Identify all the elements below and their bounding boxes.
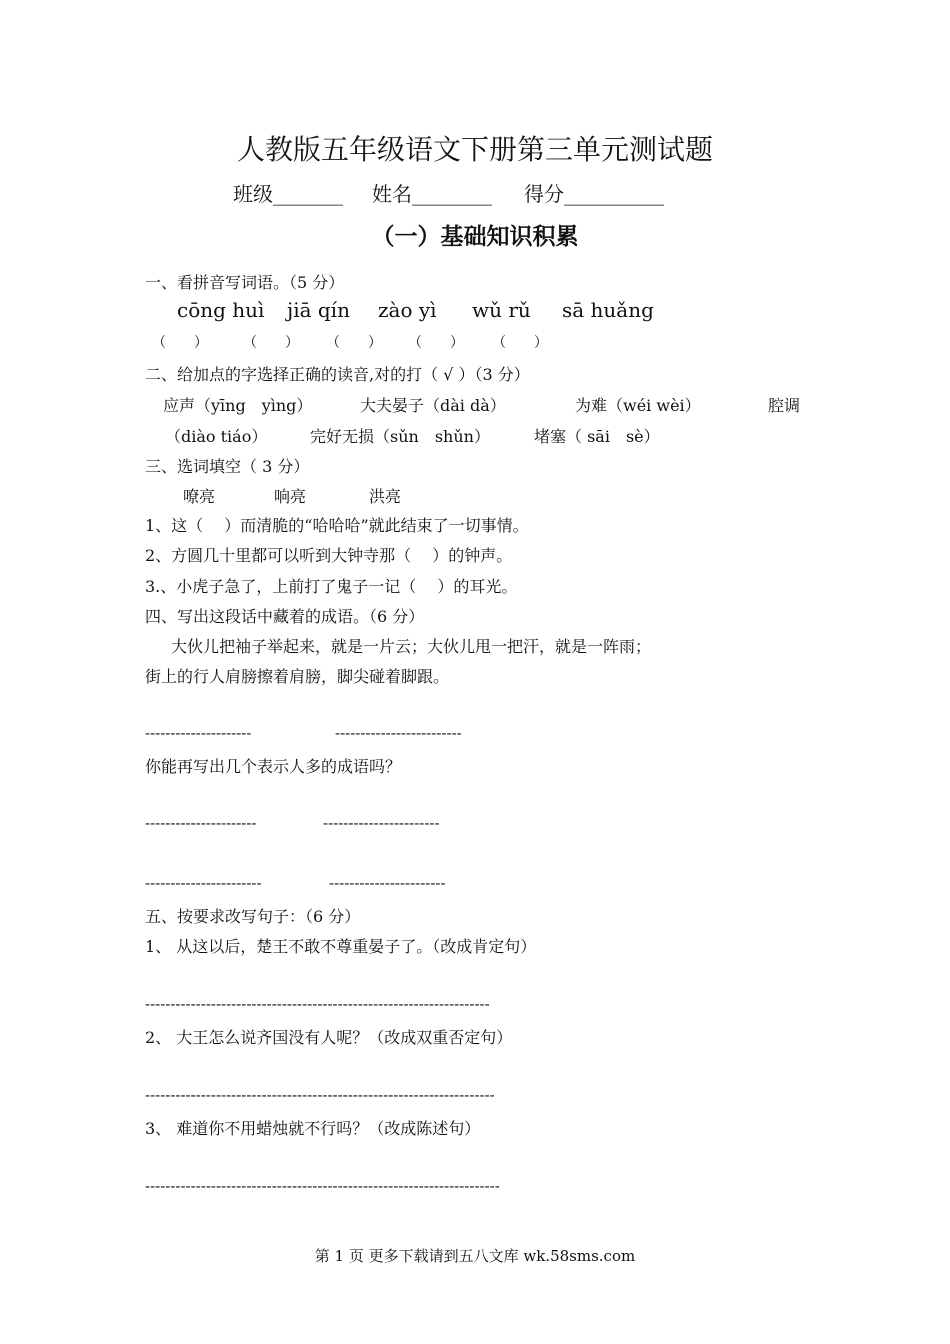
name-field: 姓名________ bbox=[372, 182, 492, 206]
pinyin-3: zào yì bbox=[378, 298, 437, 322]
q5-sentence-1: 1、 从这以后，楚王不敢不尊重晏子了。（改成肯定句） bbox=[145, 937, 537, 956]
q5-heading: 五、按要求改写句子：（6 分） bbox=[145, 907, 361, 926]
q3-item-1: 1、这（ ）而清脆的“哈哈哈”就此结束了一切事情。 bbox=[145, 516, 529, 535]
q2-heading: 二、给加点的字选择正确的读音,对的打（ √ ）（3 分） bbox=[145, 365, 530, 384]
q2-item-4: 腔调 bbox=[768, 396, 801, 415]
class-field: 班级_______ bbox=[233, 182, 343, 206]
answer-blank-1: （ ） bbox=[152, 335, 208, 351]
q2-item-2: 大夫晏子（dài dà） bbox=[360, 396, 506, 415]
q5-sentence-2: 2、 大王怎么说齐国没有人呢？（改成双重否定句） bbox=[145, 1028, 513, 1047]
q2-item-6: 堵塞（ sāi sè） bbox=[534, 427, 660, 446]
answer-blank-3: （ ） bbox=[326, 335, 382, 351]
pinyin-4: wǔ rǔ bbox=[472, 298, 531, 322]
score-field: 得分__________ bbox=[524, 182, 664, 206]
answer-blank-2: （ ） bbox=[243, 335, 299, 351]
answer-line: -------------------------------------------------------------------- bbox=[145, 995, 490, 1013]
q1-heading: 一、看拼音写词语。（5 分） bbox=[145, 273, 345, 292]
answer-line: ---------------------- bbox=[145, 814, 257, 832]
pinyin-1: cōng huì bbox=[177, 298, 265, 322]
word-option-1: 嘹亮 bbox=[183, 487, 216, 506]
q3-item-2: 2、方圆几十里都可以听到大钟寺那（ ）的钟声。 bbox=[145, 546, 513, 565]
answer-blank-4: （ ） bbox=[408, 335, 464, 351]
section-heading: （一）基础知识积累 bbox=[371, 223, 579, 250]
q4-heading: 四、写出这段话中藏着的成语。（6 分） bbox=[145, 607, 425, 626]
q3-heading: 三、选词填空（ 3 分） bbox=[145, 457, 310, 476]
q2-item-5: 完好无损（sǔn shǔn） bbox=[310, 427, 490, 446]
pinyin-2: jiā qín bbox=[287, 298, 350, 322]
word-option-2: 响亮 bbox=[274, 487, 307, 506]
q2-item-1: 应声（yīng yìng） bbox=[163, 396, 313, 415]
q5-sentence-3: 3、 难道你不用蜡烛就不行吗？（改成陈述句） bbox=[145, 1119, 481, 1138]
page-footer: 第 1 页 更多下载请到五八文库 wk.58sms.com bbox=[314, 1247, 636, 1265]
q3-item-3: 3.、小虎子急了，上前打了鬼子一记（ ）的耳光。 bbox=[145, 577, 518, 596]
answer-line: ----------------------- bbox=[323, 814, 440, 832]
answer-line: ------------------------- bbox=[335, 724, 462, 742]
q2-item-4-reading: （diào tiáo） bbox=[165, 427, 268, 446]
answer-line: ---------------------------------------------------------------------- bbox=[145, 1177, 500, 1195]
pinyin-5: sā huǎng bbox=[562, 298, 654, 322]
q2-item-3: 为难（wéi wèi） bbox=[575, 396, 701, 415]
word-option-3: 洪亮 bbox=[369, 487, 402, 506]
answer-line: ----------------------- bbox=[329, 874, 446, 892]
answer-blank-5: （ ） bbox=[492, 335, 548, 351]
q4-question: 你能再写出几个表示人多的成语吗？ bbox=[145, 757, 402, 776]
answer-line: --------------------------------------------------------------------- bbox=[145, 1086, 495, 1104]
answer-line: --------------------- bbox=[145, 724, 252, 742]
answer-line: ----------------------- bbox=[145, 874, 262, 892]
page-title: 人教版五年级语文下册第三单元测试题 bbox=[236, 133, 713, 166]
q4-passage-line-2: 街上的行人肩膀擦着肩膀，脚尖碰着脚跟。 bbox=[145, 667, 450, 686]
q4-passage-line-1: 大伙儿把袖子举起来，就是一片云；大伙儿甩一把汗，就是一阵雨； bbox=[171, 637, 652, 656]
